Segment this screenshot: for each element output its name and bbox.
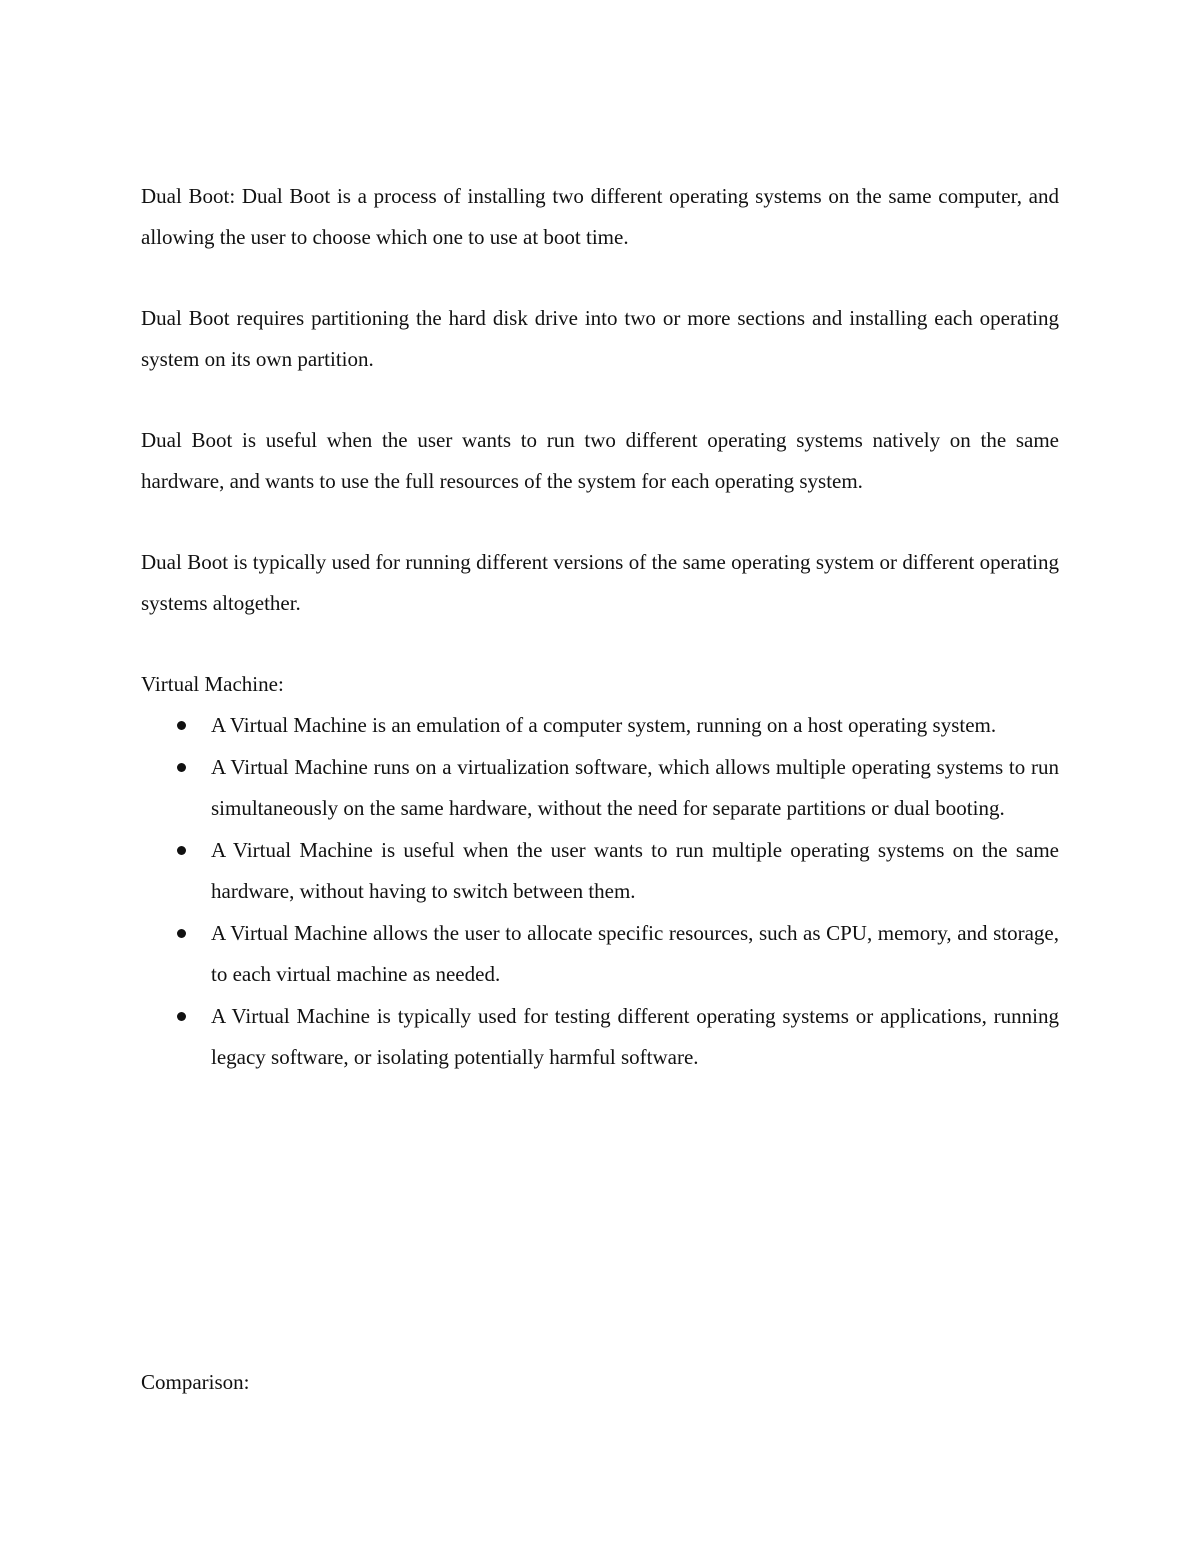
list-item (141, 996, 1059, 1078)
list-item-text: A Virtual Machine allows the user to allocate specific resources, such as CPU, memory, and storage, to each virtual machine as needed. (211, 921, 1059, 986)
list-item-text: A Virtual Machine is typically used for testing different operating systems or applications, running legacy software, or isolating potentially harmful software. (211, 1004, 1059, 1069)
list-item-text: A Virtual Machine runs on a virtualization software, which allows multiple operating systems to run simultaneously on the same hardware, without the need for separate partitions or dual booting. (211, 755, 1059, 820)
list-item-text: A Virtual Machine is an emulation of a computer system, running on a host operating system. (211, 713, 997, 737)
list-item (141, 747, 1059, 829)
list-item (141, 705, 1059, 746)
bullet-icon (177, 721, 186, 730)
bullet-icon (177, 846, 186, 855)
virtual-machine-list (141, 705, 1059, 1078)
bullet-icon (177, 929, 186, 938)
list-item (141, 830, 1059, 912)
bullet-icon (177, 763, 186, 772)
bullet-icon (177, 1012, 186, 1021)
document-body (141, 176, 1059, 1079)
comparison-heading: Comparison: (141, 1370, 250, 1394)
virtual-machine-heading: Virtual Machine: (141, 672, 284, 696)
list-item (141, 913, 1059, 995)
dual-boot-paragraph-3: Dual Boot is useful when the user wants to run two different operating systems natively on the same hardware, and wants to use the full resources of the system for each operating system. (141, 428, 1059, 493)
dual-boot-paragraph-2: Dual Boot requires partitioning the hard disk drive into two or more sections and installing each operating system on its own partition. (141, 306, 1059, 371)
list-item-text: A Virtual Machine is useful when the user wants to run multiple operating systems on the same hardware, without having to switch between them. (211, 838, 1059, 903)
dual-boot-paragraph-1: Dual Boot: Dual Boot is a process of installing two different operating systems on the same computer, and allowing the user to choose which one to use at boot time. (141, 184, 1059, 249)
dual-boot-paragraph-4: Dual Boot is typically used for running different versions of the same operating system or different operating systems altogether. (141, 550, 1059, 615)
